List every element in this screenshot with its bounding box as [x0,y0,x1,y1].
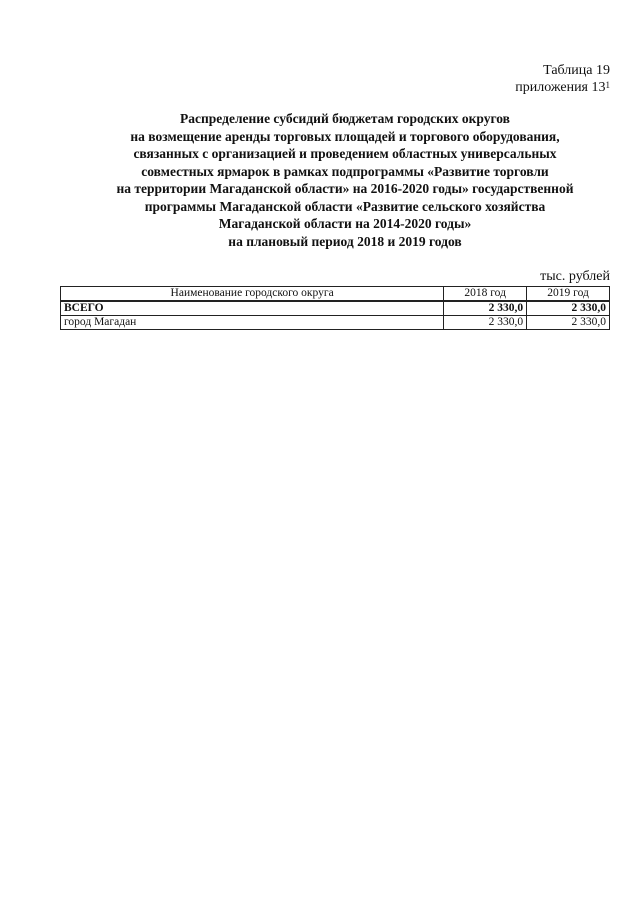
row-value-2018: 2 330,0 [444,316,527,330]
table-number-label: Таблица 19 [543,63,610,78]
row-value-2019: 2 330,0 [527,301,610,316]
column-header-district: Наименование городского округа [61,287,444,302]
title-line: совместных ярмарок в рамках подпрограммы «Развитие торговли [141,163,549,179]
column-header-2018: 2018 год [444,287,527,302]
appendix-label [515,79,610,96]
units-label: тыс. рублей [540,269,610,284]
row-value-2018: 2 330,0 [444,301,527,316]
column-header-2019: 2019 год [527,287,610,302]
title-line: на плановый период 2018 и 2019 годов [228,233,462,249]
title-line: Распределение субсидий бюджетам городских округов [180,111,510,126]
title-line: на территории Магаданской области» на 2016-2020 годы» государственной [116,181,574,196]
table-row [61,316,610,330]
appendix-superscript: 1 [605,80,610,90]
subsidy-table [60,286,610,330]
document-title [40,110,640,250]
title-line: Магаданской области на 2014-2020 годы» [218,216,472,231]
appendix-label-text: приложения 13 [515,80,606,95]
title-line: программы Магаданской области «Развитие сельского хозяйства [144,198,546,214]
row-name: город Магадан [61,316,444,330]
table-header-row [61,287,610,302]
row-name: ВСЕГО [61,301,444,316]
document-header [515,62,610,96]
title-line: на возмещение аренды торговых площадей и торгового оборудования, [130,128,560,144]
table-row-total [61,301,610,316]
row-value-2019: 2 330,0 [527,316,610,330]
title-line: связанных с организацией и проведением областных универсальных [133,146,557,161]
